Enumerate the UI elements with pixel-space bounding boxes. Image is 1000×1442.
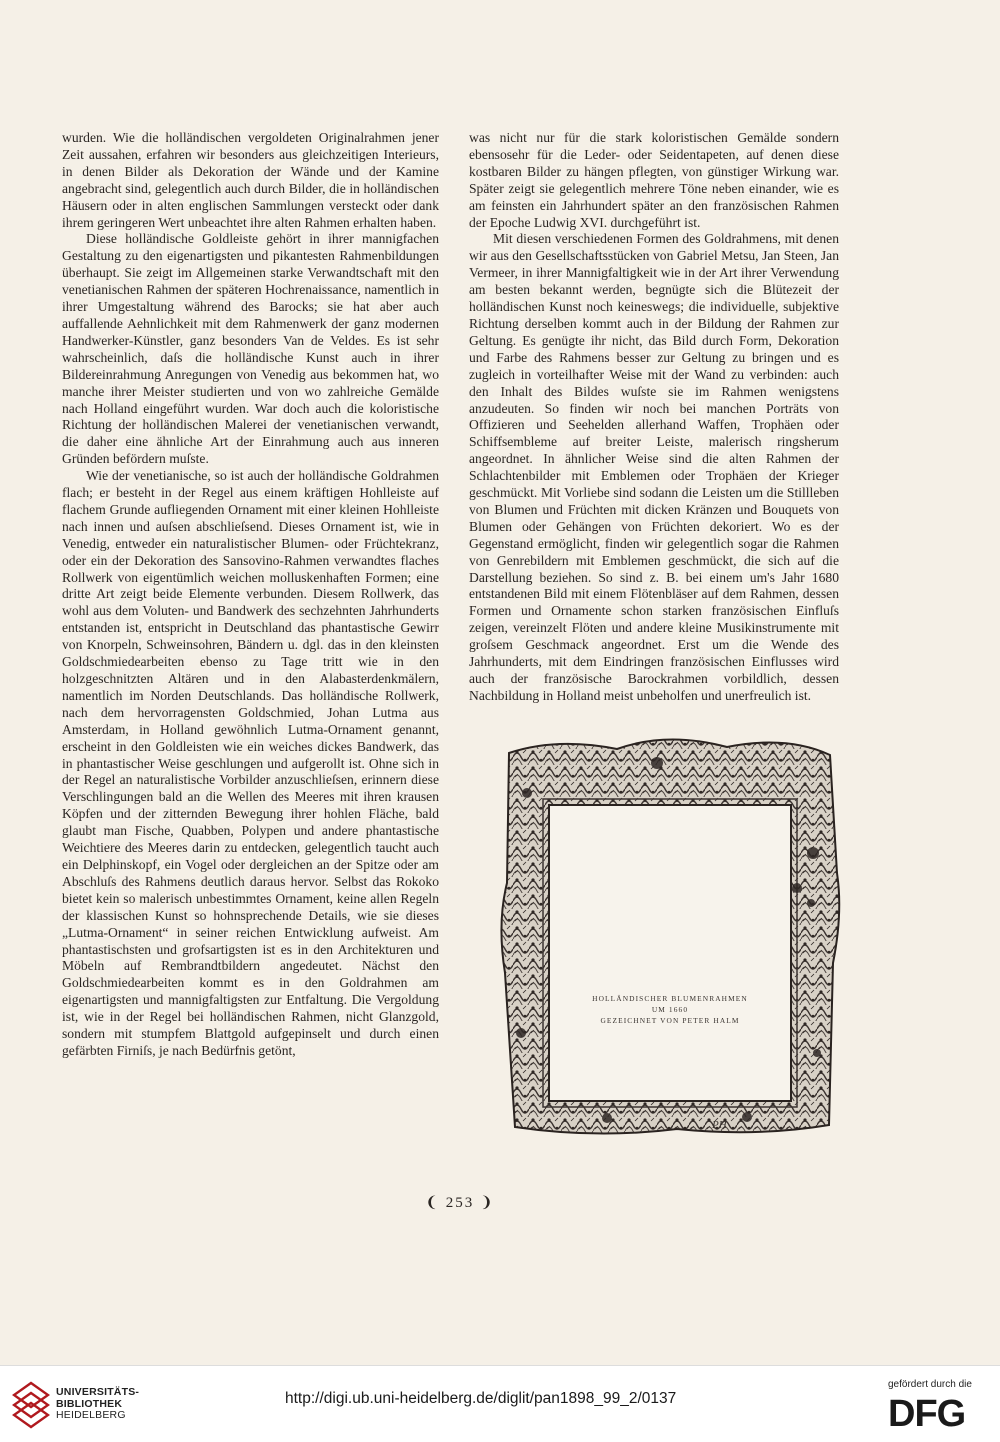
permalink-url[interactable]: http://digi.ub.uni-heidelberg.de/diglit/pan1898_99_2/0137: [285, 1390, 677, 1407]
text-column-left: [62, 130, 439, 1060]
page-number: [420, 1193, 500, 1212]
page-number-value: 253: [445, 1195, 475, 1211]
text-column-right: [469, 130, 839, 705]
library-name-line: BIBLIOTHEK: [56, 1397, 123, 1410]
ornamental-frame-image: [497, 733, 842, 1143]
page-bracket-left: ❨: [425, 1195, 440, 1211]
caption-title: HOLLÄNDISCHER BLUMENRAHMEN: [592, 994, 748, 1003]
paragraph: wurden. Wie die holländischen vergoldeten Originalrahmen jener Zeit aussahen, erfahren wir besonders aus gleichzeitigen Interieurs, in denen Bilder als Dekoration der Wände und der Kamine angebracht sind, gelegentlich auch durch Bilder, die in holländischen Häusern oder in alten englischen Sammlungen versteckt oder dank ihrem geringeren Wert unbeachtet ihre alten Rahmen erhalten haben.: [62, 130, 439, 230]
library-name-line: UNIVERSITÄTS-: [56, 1386, 140, 1398]
paragraph: Mit diesen verschiedenen Formen des Goldrahmens, mit denen wir aus den Gesellschaftsstücken von Gabriel Metsu, Jan Steen, Jan Vermeer, in ihrer Mannigfaltigkeit wie in der Art ihrer Verwendung am besten bekannt werden, begnügte sich die Blütezeit der holländischen Kunst noch keineswegs; die individuelle, subjektive Richtung derselben kommt auch in der Bildung der Rahmen zur Geltung. Es genügte ihr nicht, das Bild durch Form, Dekoration und Farbe des Rahmens besser zur Geltung zu bringen und es zugleich in vorteilhafter Weise mit der Wand zu verbinden: auch den Inhalt des Bildes wuſste sie im Rahmen wenigstens anzudeuten. So finden wir noch bei manchen Porträts von Offizieren und Seehelden allerhand Waffen, Trophäen oder Schiffsembleme auf breiter Leiste, malerisch ringsherum angeordnet. In ähnlicher Weise sind die alten Rahmen der Schlachtenbilder mit Emblemen oder Trophäen der Krieger geschmückt. Mit Vorliebe sind sodann die Leisten um die Stillleben von Blumen und Früchten mit dicken Kränzen und Bouquets von Blumen oder Gehängen von Früchten dekoriert. Wo es der Gegenstand ermöglicht, finden wir gelegentlich sogar die Rahmen von Genrebildern mit Emblemen geschmückt, die sich auf die Darstellung beziehen. So sind z. B. bei einem um's Jahr 1680 entstandenen Bild mit einem Flötenbläser auf dem Rahmen, dessen Formen und Ornamente schon starken französischen Einfluſs zeigen, vereinzelt Flöten und andere kleine Musikinstrumente mit groſsem Geschmack angeordnet. Erst um die Wende des Jahrhunderts, mit dem Eindringen französischen Einflusses wird auch der französische Barockrahmen vorbildlich, dessen Nachbildung in Holland meist unbeholfen und unerfreulich ist.: [469, 231, 839, 703]
library-name: [56, 1387, 139, 1422]
figure-caption: [550, 993, 790, 1026]
university-library-logo-icon: [12, 1381, 50, 1431]
page-bracket-right: ❩: [480, 1195, 495, 1211]
dfg-logo: DFG: [888, 1393, 966, 1435]
paragraph: Diese holländische Goldleiste gehört in ihrer mannigfachen Gestaltung zu den eigenartigsten und pikantesten Rahmenbildungen überhaupt. Sie zeigt im Allgemeinen starke Verwandtschaft mit den venetianischen Rahmen der späteren Hochrenaissance, namentlich in ihrer Umgestaltung während des Barocks; sie hat aber auch auffallende Aehnlichkeit mit dem Rahmenwerk der ganz modernen Handwerker-Künstler, ganz besonders Van de Veldes. Es ist sehr wahrscheinlich, daſs die holländische Kunst auch in ihrer Bildereinrahmung Anregungen von Venedig aus bekommen hat, wo manche ihrer Meister studierten und von wo zahlreiche Gemälde nach Holland eingeführt wurden. War doch auch die koloristische Richtung der holländischen Malerei der venetianischen verwandt, die daher eine ähnliche Art der Einrahmung auch aus inneren Gründen befördern muſste.: [62, 231, 439, 467]
paragraph: was nicht nur für die stark koloristischen Gemälde sondern ebensosehr für die Leder- oder Seidentapeten, auf denen diese kostbaren Bilder zu hängen pflegten, von günstiger Wirkung war. Später zeigt sie gelegentlich mehrere Töne neben einander, wie es am feinsten ein Jahrhundert später an den französischen Rahmen der Epoche Ludwig XVI. durchgeführt ist.: [469, 130, 839, 230]
paragraph: Wie der venetianische, so ist auch der holländische Goldrahmen flach; er besteht in der Regel aus einem kräftigen Hohlleiste auf flachem Grunde aufliegenden Ornament mit einer kleinen Hohlleiste nach innen und auſsen abschlieſsend. Dieses Ornament ist, wie in Venedig, entweder ein naturalistischer Blumen- oder Früchtekranz, oder ein der Dekoration des Sansovino-Rahmen verwandtes flaches Rollwerk von eigentümlich weichen molluskenhaften Formen; eine dritte Art zeigt beide Elemente verbunden. Diesem Rollwerk, das wohl aus dem Voluten- und Bandwerk des sechzehnten Jahrhunderts entstanden ist, entspricht in Deutschland das phantastische Gewirr von Knorpeln, Schweinsohren, Bändern u. dgl. das in den kleinsten Goldschmiedearbeiten ebenso zu Tage tritt wie in den holzgeschnitzten Altären und in den Alabasterdenkmälern, namentlich im Norden Deutschlands. Das holländische Rollwerk, nach dem hervorragensten Goldschmied, Johan Lutma aus Amsterdam, in Holland gewöhnlich Lutma-Ornament genannt, erscheint in den Goldleisten wie ein weiches dickes Bandwerk, das in phantastischer Weise geschlungen und aufgerollt ist. Ohne sich in der Regel an naturalistische Vorbilder anzuschlieſsen, erinnern diese Verschlingungen bald an die Wellen des Meeres mit ihren krausen Köpfen und der zitternden Bewegung ihrer hohlen Fläche, bald glaubt man Fische, Quabben, Polypen und andere phantastische Weichtiere des Meeres darin zu entdecken, gelegentlich taucht auch ein Delphinskopf, ein Vogel oder dergleichen an der Spitze oder am Abschluſs des Rahmens deutlich daraus hervor. Selbst das Rokoko bietet kein so malerisch unbestimmtes Ornament, keine allen Regeln der klassischen Kunst so hohnsprechende Details, wie sie dieses „Lutma-Ornament“ in seiner reichen Entwicklung aufweist. Am phantastischsten und grofsartigsten ist es in den Architekturen und Möbeln auf Rembrandtbildern angedeutet. Nächst den Goldschmiedearbeiten kommt es in den Goldrahmen am eigenartigsten und mannigfaltigsten zur Entfaltung. Die Vergoldung ist, wie in der Regel bei holländischen Rahmen, nicht Glanzgold, sondern mit stumpfem Blattgold aufgepinselt und durch einen gefärbten Firniſs, je nach Bedürfnis getönt,: [62, 468, 439, 1058]
caption-credit: GEZEICHNET VON PETER HALM: [600, 1016, 740, 1025]
frame-illustration: [497, 733, 842, 1143]
library-name-line: HEIDELBERG: [56, 1409, 126, 1421]
footer-bar: [0, 1365, 1000, 1442]
funding-note: gefördert durch die: [888, 1379, 972, 1390]
artist-monogram: PH: [712, 1119, 727, 1131]
caption-date: UM 1660: [651, 1005, 689, 1014]
